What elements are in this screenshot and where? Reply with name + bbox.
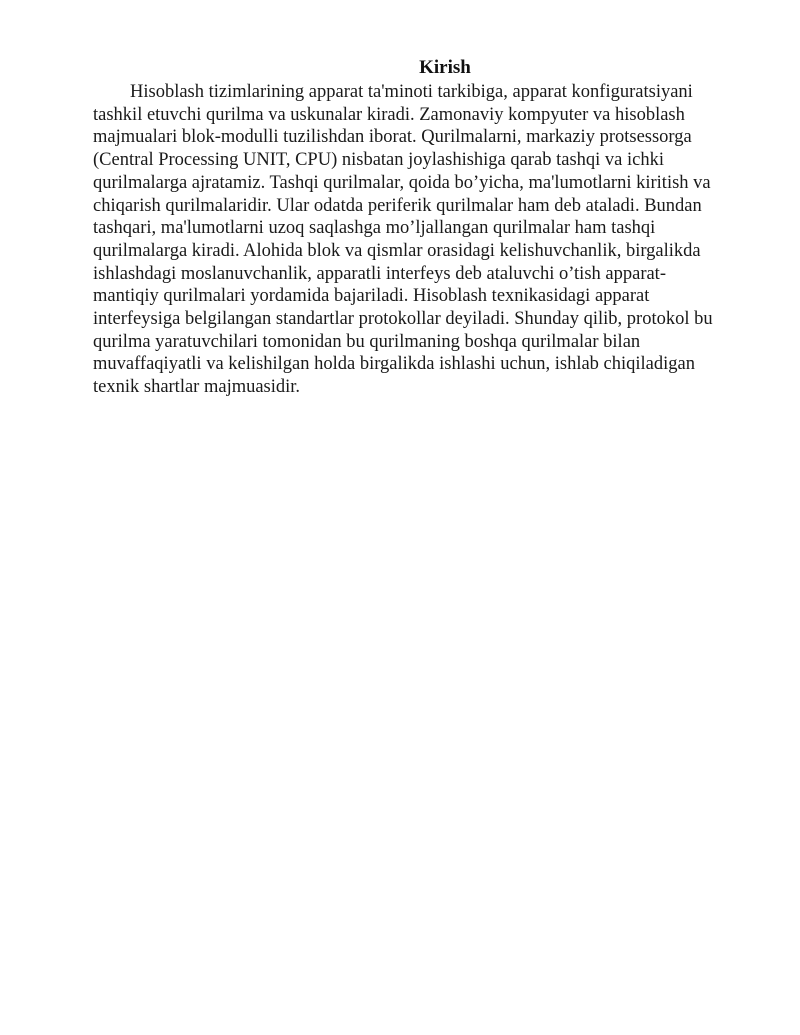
paragraph-line: muvaffaqiyatli va kelishilgan holda birgalikda ishlashi uchun, ishlab chiqiladigan	[93, 354, 695, 375]
paragraph-line: interfeysiga belgilangan standartlar protokollar deyiladi. Shunday qilib, protokol bu	[93, 309, 713, 330]
paragraph-line: tashqari, ma'lumotlarni uzoq saqlashga mo’ljallangan qurilmalar ham tashqi	[93, 218, 656, 239]
paragraph-line: qurilmalarga kiradi. Alohida blok va qismlar orasidagi kelishuvchanlik, birgalikda	[93, 240, 701, 261]
paragraph-line: qurilmalarga ajratamiz. Tashqi qurilmalar, qoida bo’yicha, ma'lumotlarni kiritish va	[93, 172, 711, 193]
paragraph-line: qurilma yaratuvchilari tomonidan bu qurilmaning boshqa qurilmalar bilan	[93, 331, 641, 352]
paragraph-line: chiqarish qurilmalaridir. Ular odatda periferik qurilmalar ham deb ataladi. Bundan	[93, 195, 702, 216]
paragraph-line: tashkil etuvchi qurilma va uskunalar kiradi. Zamonaviy kompyuter va hisoblash	[93, 104, 685, 125]
document-title: Kirish	[419, 57, 471, 78]
paragraph-line: majmualari blok-modulli tuzilishdan iborat. Qurilmalarni, markaziy protsessorga	[93, 127, 692, 148]
paragraph-line: ishlashdagi moslanuvchanlik, apparatli interfeys deb ataluvchi o’tish apparat-	[93, 263, 666, 284]
paragraph-line: mantiqiy qurilmalari yordamida bajariladi. Hisoblash texnikasidagi apparat	[93, 286, 650, 307]
paragraph-line: texnik shartlar majmuasidir.	[93, 377, 301, 398]
intro-paragraph	[93, 81, 761, 399]
paragraph-line: Hisoblash tizimlarining apparat ta'minoti tarkibiga, apparat konfiguratsiyani	[130, 82, 693, 102]
paragraph-line: (Central Processing UNIT, CPU) nisbatan joylashishiga qarab tashqi va ichki	[93, 150, 664, 171]
